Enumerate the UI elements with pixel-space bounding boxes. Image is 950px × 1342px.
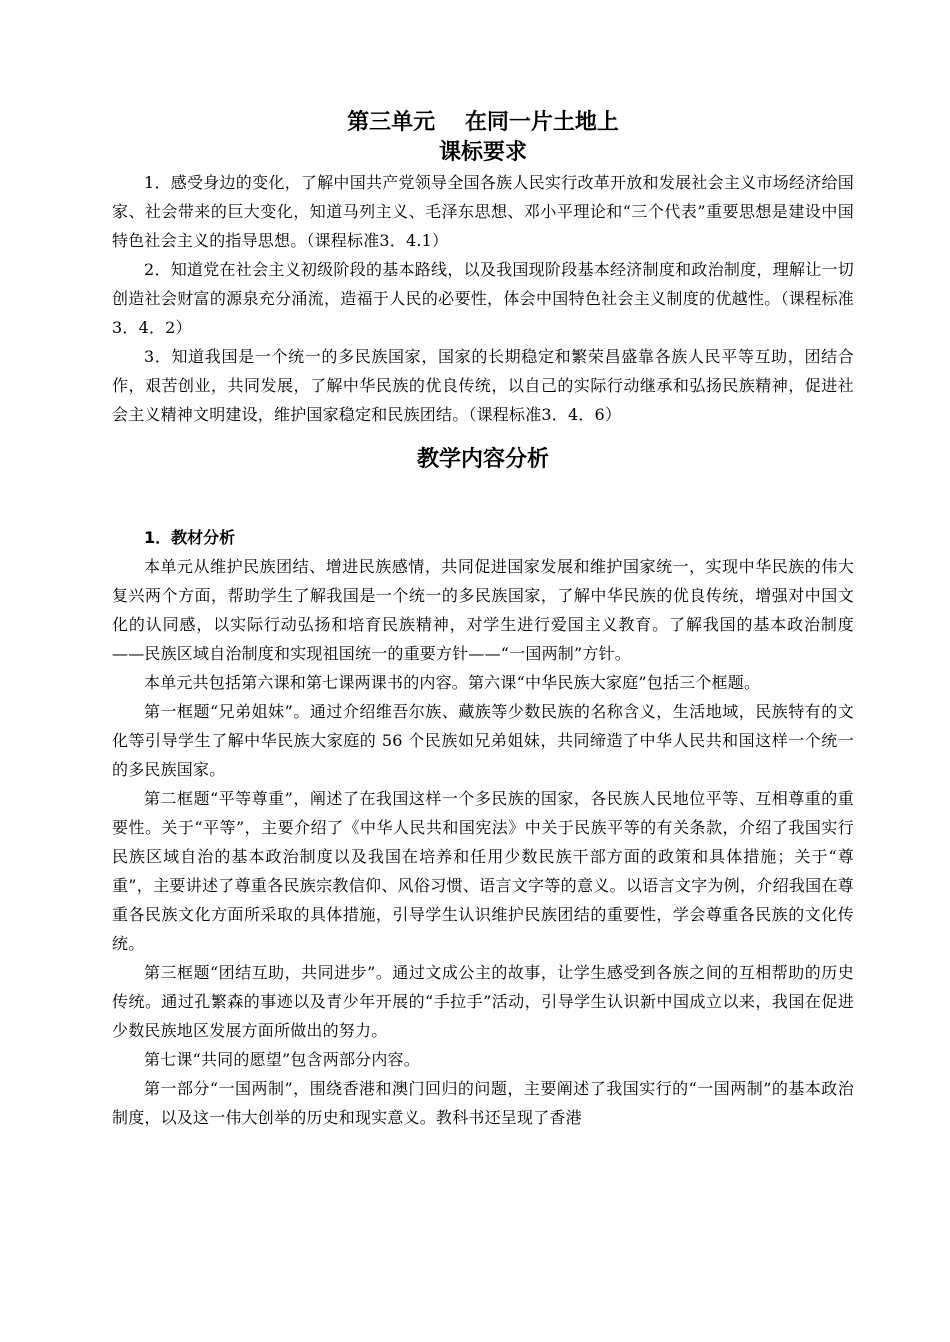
paragraph: 本单元从维护民族团结、增进民族感情，共同促进国家发展和维护国家统一，实现中华民族的伟大复兴两个方面，帮助学生了解我国是一个统一的多民族国家，了解中华民族的优良传统，增强对中国文化的认同感，以实际行动弘扬和培育民族精神，对学生进行爱国主义教育。了解我国的基本政治制度——民族区域自治制度和实现祖国统一的重要方针——“一国两制”方针。 [112,557,854,663]
unit-title: 第三单元 在同一片土地上 [347,110,619,135]
paragraph: 第一部分“一国两制”，围绕香港和澳门回归的问题，主要阐述了我国实行的“一国两制”的基本政治制度，以及这一伟大创举的历史和现实意义。教科书还呈现了香港 [112,1079,854,1127]
paragraph: 第一框题“兄弟姐妹”。通过介绍维吾尔族、藏族等少数民族的名称含义，生活地域，民族特有的文化等引导学生了解中华民族大家庭的 56 个民族如兄弟姐妹，共同缔造了中华人民共和国这样一个统一的多民族国家。 [112,702,854,779]
paragraph: 本单元共包括第六课和第七课两课书的内容。第六课“中华民族大家庭”包括三个框题。 [144,673,761,692]
requirement-2: 2．知道党在社会主义初级阶段的基本路线，以及我国现阶段基本经济制度和政治制度，理解让一切创造社会财富的源泉充分涌流，造福于人民的必要性，体会中国特色社会主义制度的优越性。（课程标准3．4．2） [112,260,854,337]
requirement-1: 1．感受身边的变化，了解中国共产党领导全国各族人民实行改革开放和发展社会主义市场经济给国家、社会带来的巨大变化，知道马列主义、毛泽东思想、邓小平理论和“三个代表”重要思想是建设中国特色社会主义的指导思想。（课程标准3．4.1） [112,173,854,250]
section-title-analysis: 教学内容分析 [416,447,549,472]
section-title-standards: 课标要求 [438,140,527,165]
requirement-3: 3．知道我国是一个统一的多民族国家，国家的长期稳定和繁荣昌盛靠各族人民平等互助，团结合作，艰苦创业，共同发展，了解中华民族的优良传统，以自己的实际行动继承和弘扬民族精神，促进社会主义精神文明建设，维护国家稳定和民族团结。（课程标准3．4．6） [112,347,854,424]
subhead-textbook-analysis: 1．教材分析 [144,528,236,547]
paragraph: 第二框题“平等尊重”，阐述了在我国这样一个多民族的国家，各民族人民地位平等、互相尊重的重要性。关于“平等”，主要介绍了《中华人民共和国宪法》中关于民族平等的有关条款，介绍了我国实行民族区域自治的基本政治制度以及我国在培养和任用少数民族干部方面的政策和具体措施；关于“尊重”，主要讲述了尊重各民族宗教信仰、风俗习惯、语言文字等的意义。以语言文字为例，介绍我国在尊重各民族文化方面所采取的具体措施，引导学生认识维护民族团结的重要性，学会尊重各民族的文化传统。 [112,789,854,953]
paragraph: 第七课“共同的愿望”包含两部分内容。 [144,1050,420,1069]
document-page [112,108,854,1132]
paragraph: 第三框题“团结互助，共同进步”。通过文成公主的故事，让学生感受到各族之间的互相帮助的历史传统。通过孔繁森的事迹以及青少年开展的“手拉手”活动，引导学生认识新中国成立以来，我国在促进少数民族地区发展方面所做出的努力。 [112,963,854,1040]
